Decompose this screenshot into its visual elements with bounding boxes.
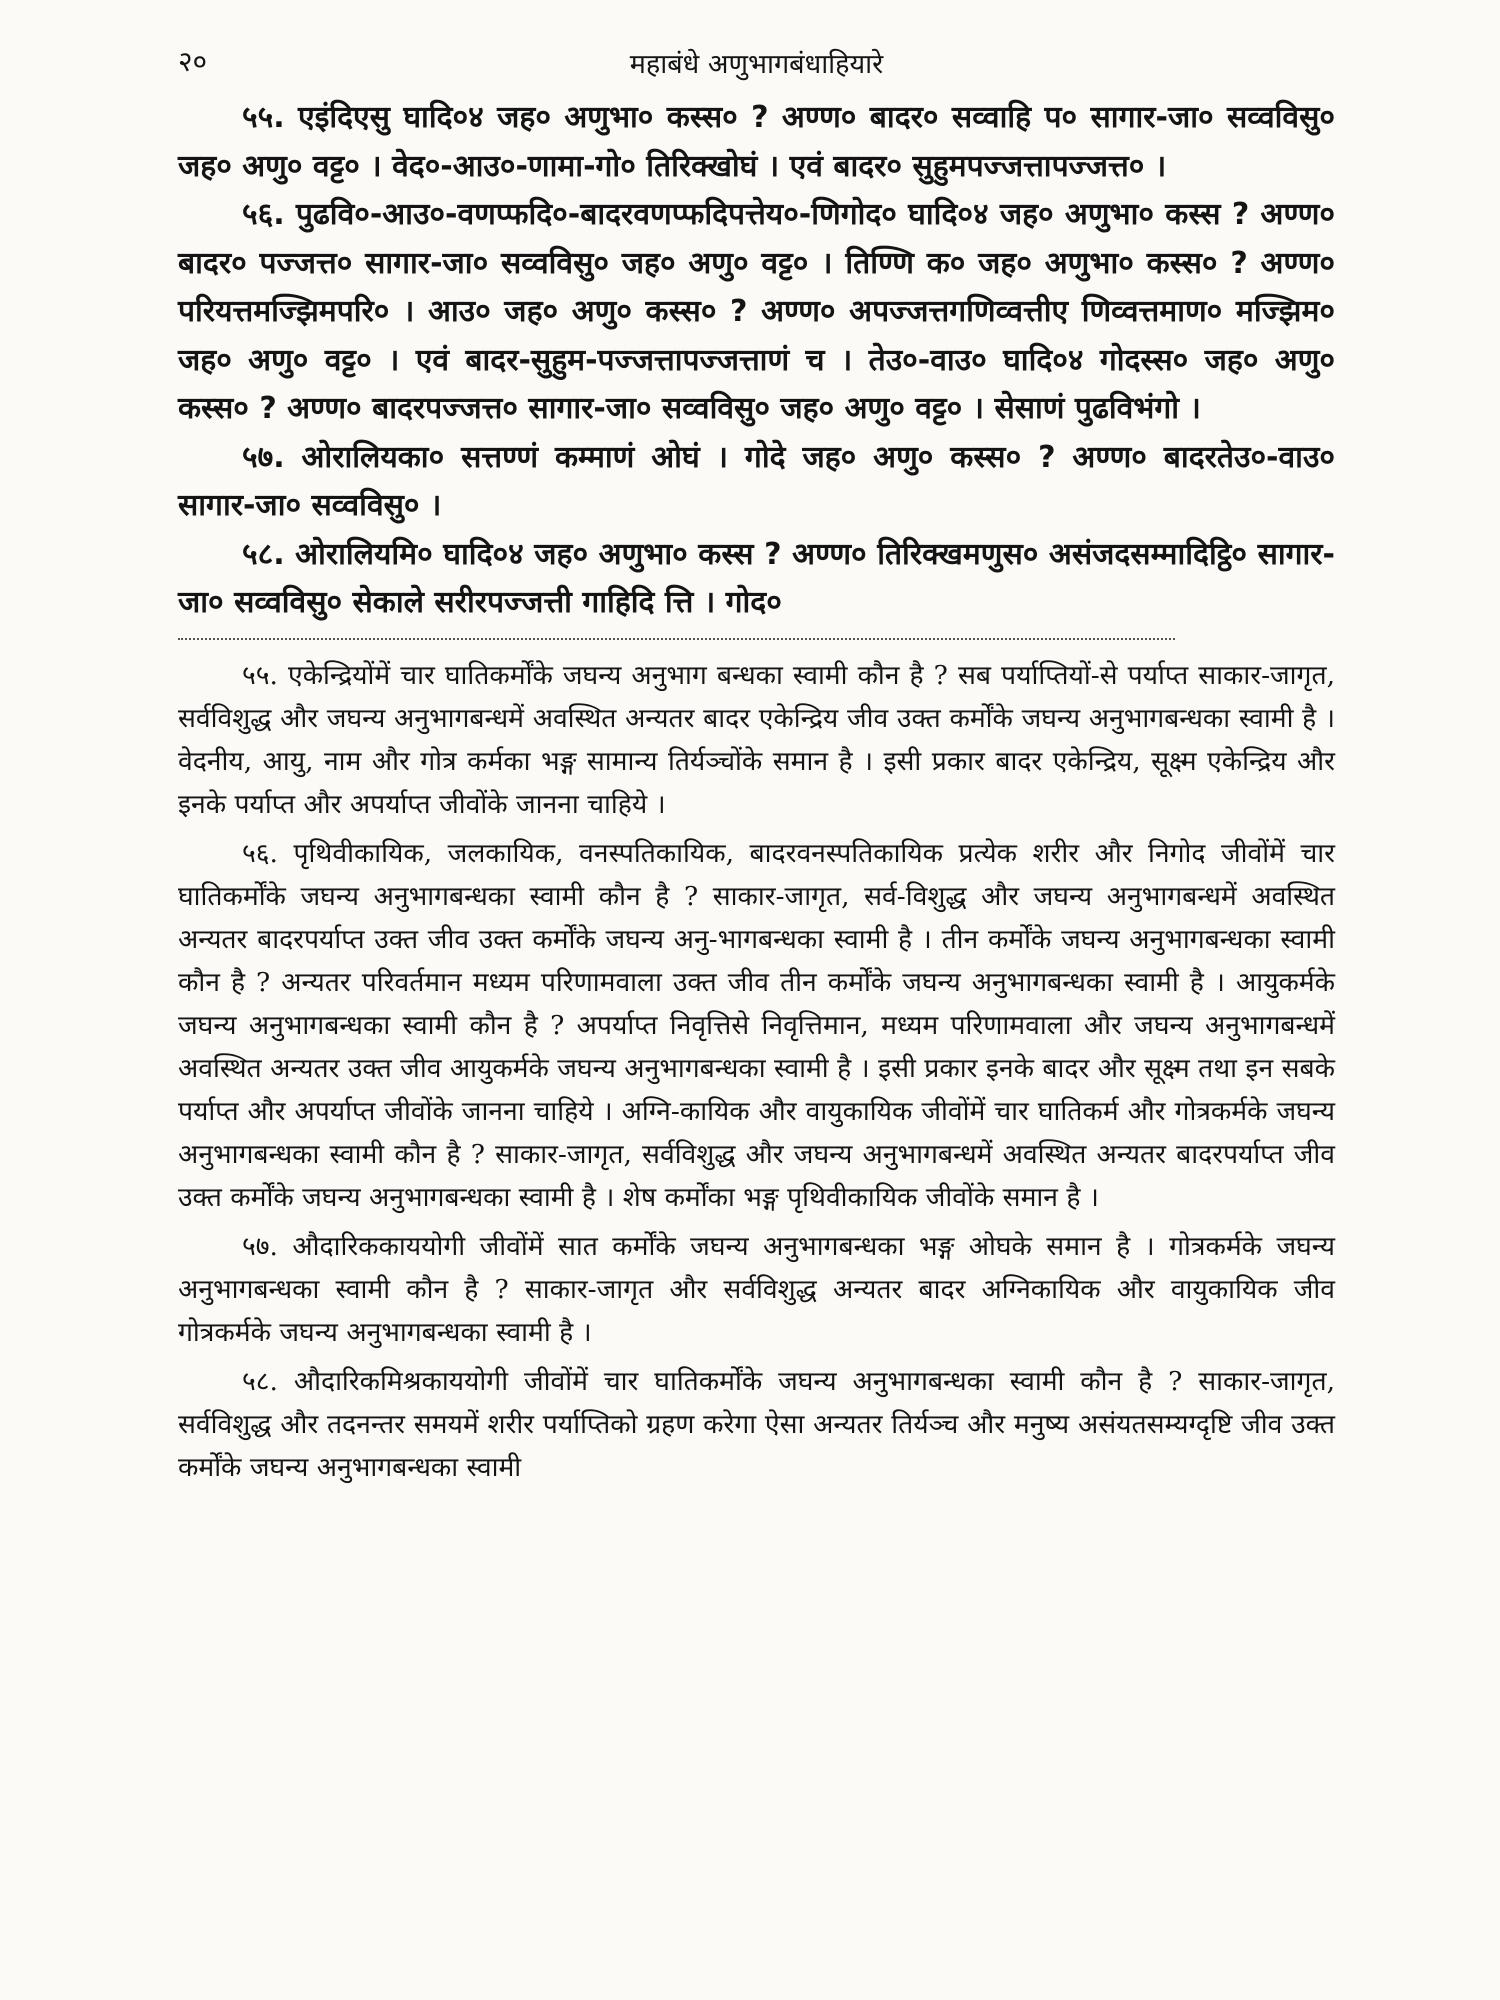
prakrit-paragraph-58: ५८. ओरालियमि० घादि०४ जह० अणुभा० कस्स ? अण्ण० तिरिक्खमणुस० असंजदसम्मादिट्ठि० सागार-जा० सव्वविसु० सेकाले सरीरपज्जत्ती गाहिदि त्ति । गोद० <box>178 536 1335 620</box>
prakrit-paragraph-55: ५५. एइंदिएसु घादि०४ जह० अणुभा० कस्स० ? अण्ण० बादर० सव्वाहि प० सागार-जा० सव्वविसु० जह० अणु० वट्ट० । वेद०-आउ०-णामा-गो० तिरिक्खोघं । एवं बादर० सुहुमपज्जत्तापज्जत्त० । <box>178 100 1335 184</box>
running-title: महाबंधे अणुभागबंधाहियारे <box>629 49 884 80</box>
hindi-paragraph-58: ५८. औदारिकमिश्रकाययोगी जीवोंमें चार घातिकर्मोंके जघन्य अनुभागबन्धका स्वामी कौन है ? साकार-जागृत, सर्वविशुद्ध और तदनन्तर समयमें शरीर पर्याप्तिको ग्रहण करेगा ऐसा अन्यतर तिर्यञ्च और मनुष्य असंयतसम्यग्दृष्टि जीव उक्त कर्मोंके जघन्य अनुभागबन्धका स्वामी <box>178 1365 1335 1483</box>
prakrit-paragraph-57: ५७. ओरालियका० सत्तण्णं कम्माणं ओघं । गोदे जह० अणु० कस्स० ? अण्ण० बादरतेउ०-वाउ० सागार-जा० सव्वविसु० । <box>178 439 1335 523</box>
hindi-paragraph-57: ५७. औदारिककाययोगी जीवोंमें सात कर्मोंके जघन्य अनुभागबन्धका भङ्ग ओघके समान है । गोत्रकर्मके जघन्य अनुभागबन्धका स्वामी कौन है ? साकार-जागृत और सर्वविशुद्ध अन्यतर बादर अग्निकायिक और वायुकायिक जीव गोत्रकर्मके जघन्य अनुभागबन्धका स्वामी है । <box>178 1230 1335 1348</box>
hindi-paragraph-55: ५५. एकेन्द्रियोंमें चार घातिकर्मोंके जघन्य अनुभाग बन्धका स्वामी कौन है ? सब पर्याप्तियों-से पर्याप्त साकार-जागृत, सर्वविशुद्ध और जघन्य अनुभागबन्धमें अवस्थित अन्यतर बादर एकेन्द्रिय जीव उक्त कर्मोंके जघन्य अनुभागबन्धका स्वामी है । वेदनीय, आयु, नाम और गोत्र कर्मका भङ्ग सामान्य तिर्यञ्चोंके समान है । इसी प्रकार बादर एकेन्द्रिय, सूक्ष्म एकेन्द्रिय और इनके पर्याप्त और अपर्याप्त जीवोंके जानना चाहिये । <box>178 659 1335 820</box>
prakrit-original-text <box>178 94 1335 628</box>
hindi-translation <box>178 654 1335 1489</box>
page-number: २० <box>178 45 208 78</box>
running-head <box>178 36 1335 86</box>
prakrit-paragraph-56: ५६. पुढवि०-आउ०-वणप्फदि०-बादरवणप्फदिपत्तेय०-णिगोद० घादि०४ जह० अणुभा० कस्स ? अण्ण० बादर० पज्जत्त० सागार-जा० सव्वविसु० जह० अणु० वट्ट० । तिण्णि क० जह० अणुभा० कस्स० ? अण्ण० परियत्तमज्झिमपरि० । आउ० जह० अणु० कस्स० ? अण्ण० अपज्जत्तगणिव्वत्तीए णिव्वत्तमाण० मज्झिम० जह० अणु० वट्ट० । एवं बादर-सुहुम-पज्जत्तापज्जत्ताणं च । तेउ०-वाउ० घादि०४ गोदस्स० जह० अणु० कस्स० ? अण्ण० बादरपज्जत्त० सागार-जा० सव्वविसु० जह० अणु० वट्ट० । सेसाणं पुढविभंगो । <box>178 197 1335 426</box>
hindi-paragraph-56: ५६. पृथिवीकायिक, जलकायिक, वनस्पतिकायिक, बादरवनस्पतिकायिक प्रत्येक शरीर और निगोद जीवोंमें चार घातिकर्मोंके जघन्य अनुभागबन्धका स्वामी कौन है ? साकार-जागृत, सर्व-विशुद्ध और जघन्य अनुभागबन्धमें अवस्थित अन्यतर बादरपर्याप्त उक्त जीव उक्त कर्मोंके जघन्य अनु-भागबन्धका स्वामी है । तीन कर्मोंके जघन्य अनुभागबन्धका स्वामी कौन है ? अन्यतर परिवर्तमान मध्यम परिणामवाला उक्त जीव तीन कर्मोंके जघन्य अनुभागबन्धका स्वामी है । आयुकर्मके जघन्य अनुभागबन्धका स्वामी कौन है ? अपर्याप्त निवृत्तिसे निवृत्तिमान, मध्यम परिणामवाला और जघन्य अनुभागबन्धमें अवस्थित अन्यतर उक्त जीव आयुकर्मके जघन्य अनुभागबन्धका स्वामी है । इसी प्रकार इनके बादर और सूक्ष्म तथा इन सबके पर्याप्त और अपर्याप्त जीवोंके जानना चाहिये । अग्नि-कायिक और वायुकायिक जीवोंमें चार घातिकर्म और गोत्रकर्मके जघन्य अनुभागबन्धका स्वामी कौन है ? साकार-जागृत, सर्वविशुद्ध और जघन्य अनुभागबन्धमें अवस्थित अन्यतर बादरपर्याप्त जीव उक्त कर्मोंके जघन्य अनुभागबन्धका स्वामी है । शेष कर्मोंका भङ्ग पृथिवीकायिक जीवोंके समान है । <box>178 837 1335 1213</box>
section-divider <box>178 638 1175 640</box>
